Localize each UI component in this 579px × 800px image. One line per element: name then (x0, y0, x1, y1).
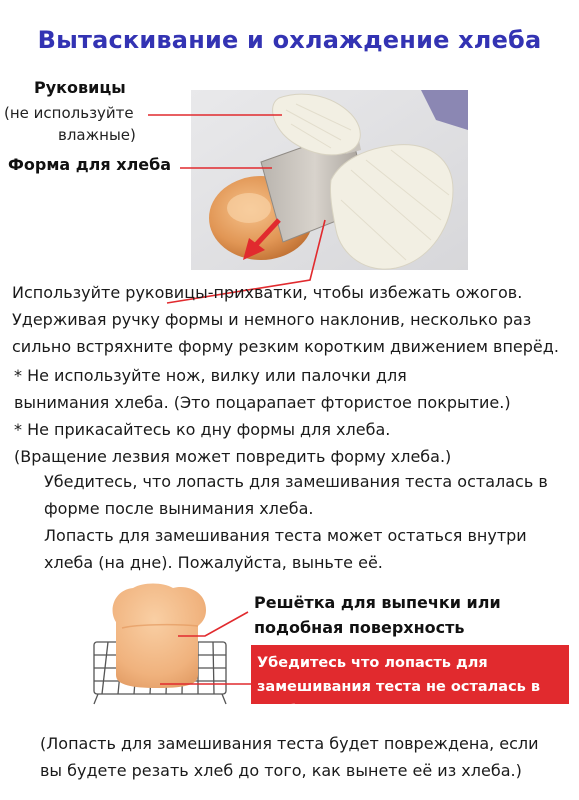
mitts-note-line2: влажные) (58, 126, 136, 144)
warning-line: (Вращение лезвия может повредить форму хлеба.) (14, 447, 452, 466)
warning-line: вынимания хлеба. (Это поцарапает фтористое покрытие.) (14, 393, 511, 412)
paddle-warning-notice (251, 645, 569, 719)
mitts-label: Руковицы (34, 78, 126, 97)
warning-line: * Не используйте нож, вилку или палочки для (14, 366, 407, 385)
paddle-check-line: Убедитесь, что лопасть для замешивания теста осталась в (44, 472, 548, 491)
paddle-check-line: хлеба (на дне). Пожалуйста, выньте её. (44, 553, 383, 572)
leader-lines (0, 0, 579, 320)
warning-line: * Не прикасайтесь ко дну формы для хлеба. (14, 420, 391, 439)
instruction-line: Удерживая ручку формы и немного наклонив, несколько раз (12, 310, 532, 329)
footer-note-line: (Лопасть для замешивания теста будет повреждена, если (40, 734, 539, 753)
instructions-paragraph (12, 279, 559, 360)
footer-note (40, 730, 539, 784)
paddle-check-line: Лопасть для замешивания теста может остаться внутри (44, 526, 527, 545)
mitts-note-line1: (не используйте (4, 104, 134, 122)
paddle-check-line: форме после вынимания хлеба. (44, 499, 314, 518)
pan-label: Форма для хлеба (8, 155, 172, 174)
instruction-line: сильно встряхните форму резким коротким движением вперёд. (12, 337, 559, 356)
page-title: Вытаскивание и охлаждение хлеба (37, 26, 542, 54)
rack-label-line1: Решётка для выпечки или (254, 593, 501, 612)
red-notice-line2: замешивания теста не осталась в хлебе (257, 679, 541, 719)
footer-note-line: вы будете резать хлеб до того, как вынете её из хлеба.) (40, 761, 522, 780)
instruction-line: Используйте руковицы-прихватки, чтобы избежать ожогов. (12, 283, 523, 302)
warnings-paragraph (14, 362, 511, 470)
rack-label-line2: подобная поверхность (254, 618, 465, 637)
red-notice-line1: Убедитесь что лопасть для (257, 655, 488, 671)
